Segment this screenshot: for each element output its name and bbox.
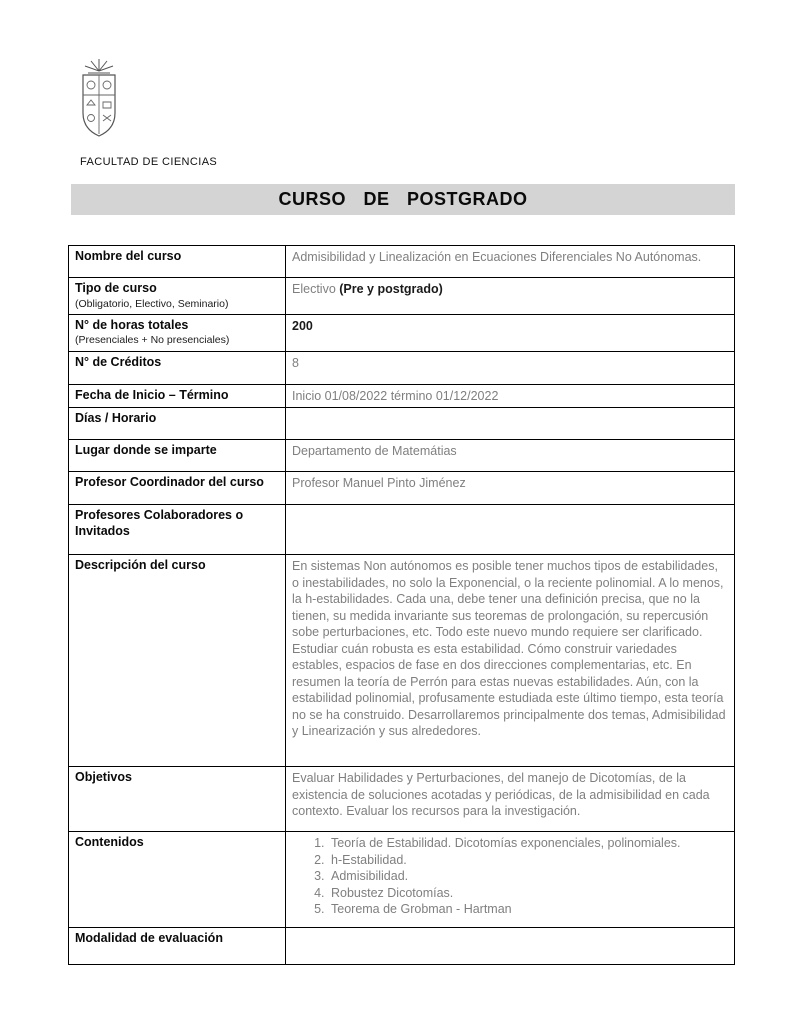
field-value-lugar: Departamento de Matemátias <box>286 440 735 472</box>
document-title-banner <box>71 184 735 215</box>
field-label-descripcion: Descripción del curso <box>69 555 286 767</box>
descripcion-paragraph-1: En sistemas Non autónomos es posible tener muchos tipos de estabilidades, o inestabilidades, no solo la Exponencial, o la reciente polinomial. A lo menos, la h-estabilidades. Cada una, debe tener una definición precisa, que no la tienen, su medida invariante sus teoremas de prolongación, su repercusión sobe perturbaciones, etc. Todo este nuevo mundo requiere ser clarificado. <box>292 559 724 639</box>
field-label-fecha: Fecha de Inicio – Término <box>69 384 286 408</box>
table-row <box>69 928 735 965</box>
field-value-fecha: Inicio 01/08/2022 término 01/12/2022 <box>286 384 735 408</box>
university-logo <box>76 58 122 138</box>
tipo-value-text: Electivo <box>292 282 336 296</box>
contenidos-item: 4. Robustez Dicotomías. <box>328 885 727 902</box>
table-row <box>69 351 735 384</box>
field-value-modalidad <box>286 928 735 965</box>
table-row <box>69 505 735 555</box>
descripcion-paragraph-2: Estudiar cuán robusta es esta estabilidad. Cómo construir variedades estables, espacios de fase en dos direcciones complementarias, etc. En resumen la teoría de Perrón para estas nuevas estabilidades. Aún, con la estabilidad polinomial, profusamente estudiada este último tiempo, esta teoría no se ha construido. Desarrollaremos principalmente dos temas, Admisibilidad y Linearización y sus alrededores. <box>292 641 726 738</box>
field-label-modalidad: Modalidad de evaluación <box>69 928 286 965</box>
field-value-contenidos <box>286 832 735 928</box>
field-sublabel-tipo: (Obligatorio, Electivo, Seminario) <box>75 297 229 310</box>
table-row <box>69 555 735 767</box>
field-label-objetivos: Objetivos <box>69 767 286 832</box>
field-label-colaboradores: Profesores Colaboradores o Invitados <box>69 505 286 555</box>
table-row <box>69 767 735 832</box>
contenidos-item: 1. Teoría de Estabilidad. Dicotomías exponenciales, polinomiales. <box>328 835 727 852</box>
field-label-horas-text: N° de horas totales <box>75 317 189 332</box>
field-value-colaboradores <box>286 505 735 555</box>
table-row <box>69 832 735 928</box>
field-label-coordinador: Profesor Coordinador del curso <box>69 472 286 505</box>
table-row <box>69 246 735 278</box>
field-label-lugar: Lugar donde se imparte <box>69 440 286 472</box>
field-value-horas <box>286 314 735 351</box>
faculty-name: FACULTAD DE CIENCIAS <box>80 156 218 168</box>
table-row <box>69 472 735 505</box>
table-row <box>69 314 735 351</box>
field-value-tipo <box>286 278 735 315</box>
table-row <box>69 408 735 440</box>
field-label-horas <box>69 314 286 351</box>
table-row <box>69 440 735 472</box>
field-value-dias <box>286 408 735 440</box>
field-sublabel-horas: (Presenciales + No presenciales) <box>75 334 230 347</box>
field-label-dias: Días / Horario <box>69 408 286 440</box>
table-row <box>69 384 735 408</box>
field-value-objetivos: Evaluar Habilidades y Perturbaciones, del manejo de Dicotomías, de la existencia de soluciones acotadas y periódicas, de la admisibilidad en cada contexto. Evaluar los recursos para la investigación. <box>286 767 735 832</box>
field-label-creditos: N° de Créditos <box>69 351 286 384</box>
field-value-creditos: 8 <box>286 351 735 384</box>
contenidos-item: 5. Teorema de Grobman - Hartman <box>328 901 727 918</box>
contenidos-item: 2. h-Estabilidad. <box>328 852 727 869</box>
field-label-contenidos: Contenidos <box>69 832 286 928</box>
field-value-descripcion <box>286 555 735 767</box>
contenidos-item: 3. Admisibilidad. <box>328 868 727 885</box>
table-row <box>69 278 735 315</box>
university-crest-icon <box>76 58 122 138</box>
field-value-nombre: Admisibilidad y Linealización en Ecuaciones Diferenciales No Autónomas. <box>286 246 735 278</box>
document-title: CURSO DE POSTGRADO <box>278 189 528 209</box>
field-label-nombre: Nombre del curso <box>69 246 286 278</box>
field-label-tipo <box>69 278 286 315</box>
field-value-coordinador: Profesor Manuel Pinto Jiménez <box>286 472 735 505</box>
course-info-table <box>68 245 735 965</box>
field-label-tipo-text: Tipo de curso <box>75 281 157 295</box>
contenidos-list <box>292 835 727 918</box>
tipo-value-note: (Pre y postgrado) <box>339 282 443 296</box>
horas-value-text: 200 <box>292 318 313 333</box>
